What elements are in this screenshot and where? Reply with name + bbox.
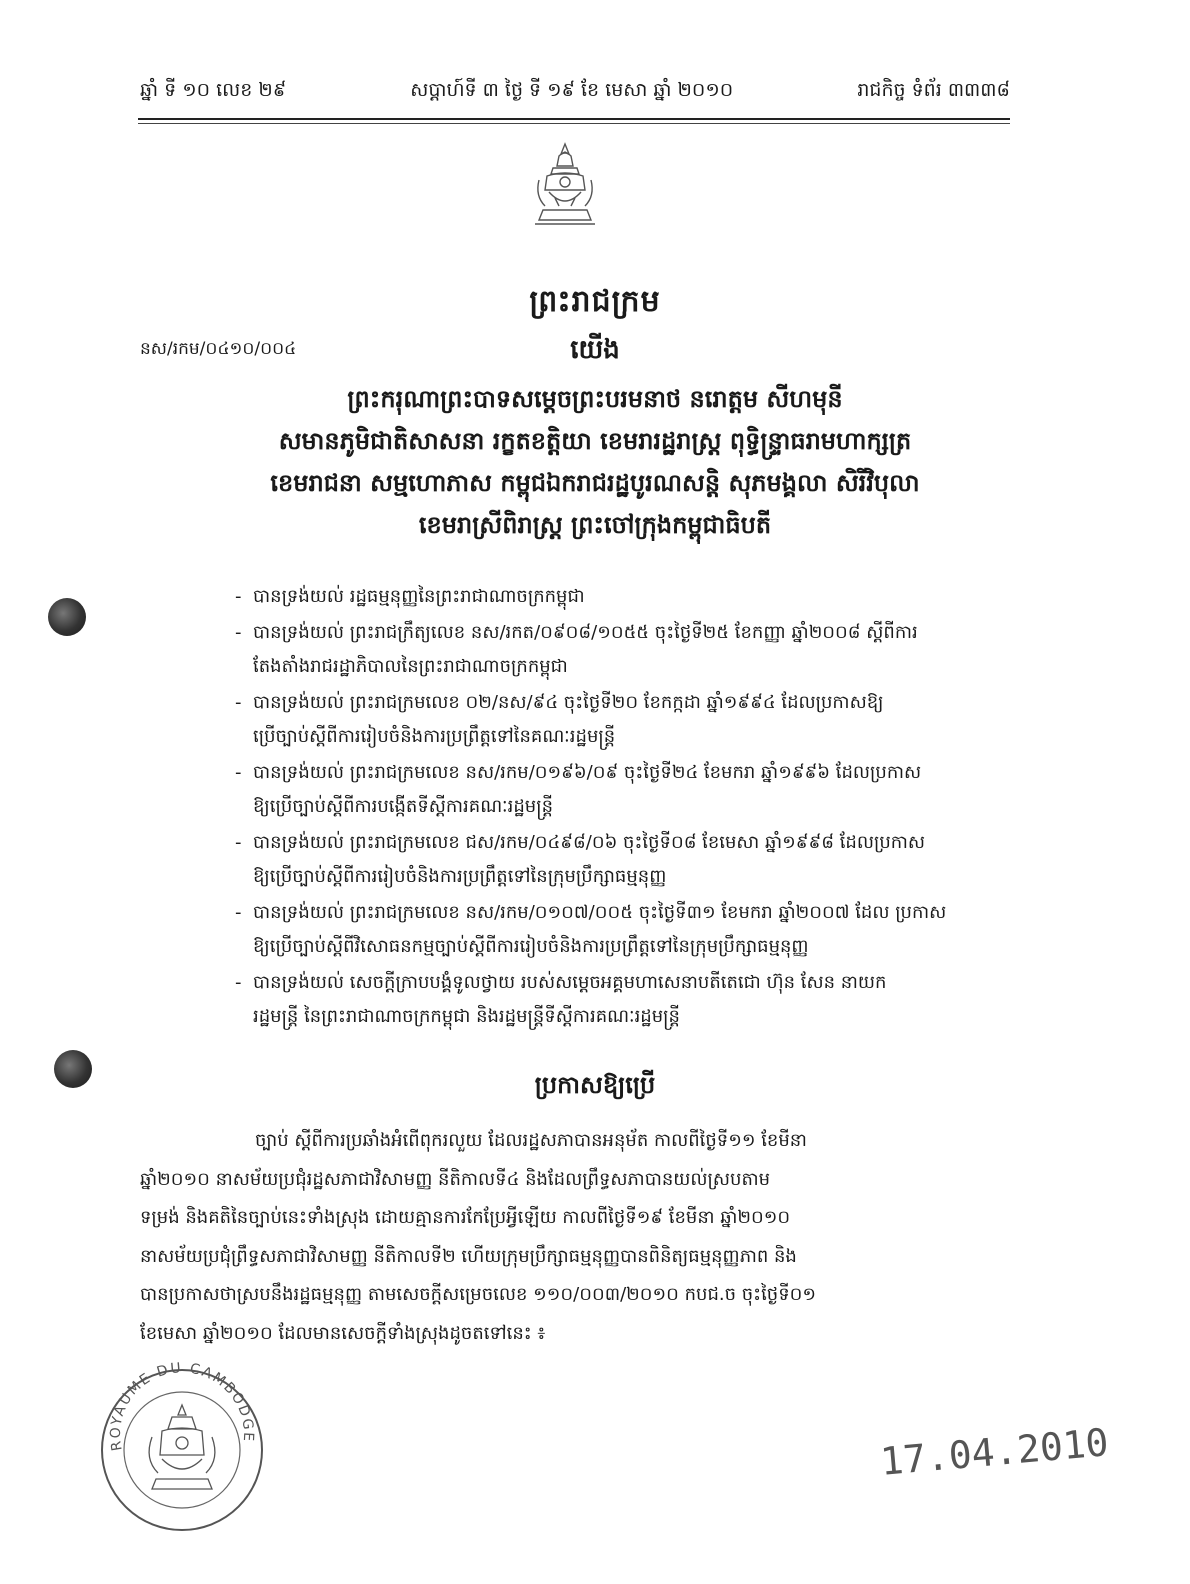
king-title-block [160,378,1030,546]
header-date: សប្តាហ៍ទី ៣ ថ្ងៃ ទី ១៩ ខែ មេសា ឆ្នាំ ២០១០ [410,79,734,101]
list-item-line: - បានទ្រង់យល់ សេចក្តីក្រាបបង្គំទូលថ្វាយ របស់សម្តេចអគ្គមហាសេនាបតីតេជោ ហ៊ុន សែន នាយក [253,972,887,993]
king-title-line: ខេមរាជនា សម្មហោភាស កម្ពុជឯករាជរដ្ឋបូរណសន្តិ សុភមង្គលា សិរីវិបុលា [270,469,920,497]
list-item-line: ប្រើច្បាប់ស្តីពីការរៀបចំនិងការប្រព្រឹត្តទៅនៃគណៈរដ្ឋមន្ត្រី [253,726,616,747]
list-item [235,686,975,754]
reference-number: នស/រកម/០៤១០/០០៤ [140,339,297,359]
promulgate-heading: ប្រកាសឱ្យប្រើ [534,1071,656,1099]
header-rule-thin [138,123,1010,124]
list-item-line: - បានទ្រង់យល់ ព្រះរាជក្រឹត្យលេខ នស/រកត/០៩០៨/១០៥៥ ចុះថ្ងៃទី២៥ ខែកញ្ញា ឆ្នាំ២០០៨ ស្តីពីការ [253,622,918,643]
list-item-line: - បានទ្រង់យល់ រដ្ឋធម្មនុញ្ញនៃព្រះរាជាណាចក្រកម្ពុជា [253,586,585,607]
list-item-line: តែងតាំងរាជរដ្ឋាភិបាលនៃព្រះរាជាណាចក្រកម្ពុជា [253,656,568,677]
king-title-line: ព្រះករុណាព្រះបាទសម្តេចព្រះបរមនាថ នរោត្តម សីហមុនី [347,385,843,413]
header-page: រាជកិច្ច ទំព័រ ៣៣៣៨ [857,79,1010,101]
we-heading: យើង [570,335,620,365]
body-line: នាសម័យប្រជុំព្រឹទ្ធសភាជាវិសាមញ្ញ នីតិកាលទី២ ហើយក្រុមប្រឹក្សាធម្មនុញ្ញបានពិនិត្យធម្មនុញ្ញភាព និង [140,1245,797,1267]
king-title-line: ខេមរាស្រីពិរាស្ត្រ ព្រះចៅក្រុងកម្ពុជាធិបតី [418,511,772,539]
gazette-header [140,70,1010,114]
list-item [235,826,975,894]
handwritten-date: 17.04.2010 [878,1420,1111,1484]
body-paragraph [140,1122,980,1353]
document-title: ព្រះរាជក្រម [529,284,661,319]
king-title-line: សមានភូមិជាតិសាសនា រក្ខតខត្តិយា ខេមរារដ្ឋរាស្ត្រ ពុទ្ធិន្ទ្រាធរាមហាក្សត្រ [278,427,912,455]
considerations-list [235,580,975,1036]
list-item [235,896,975,964]
body-line: ច្បាប់ ស្តីពីការប្រឆាំងអំពើពុករលួយ ដែលរដ្ឋសភាបានអនុម័ត កាលពីថ្ងៃទី១១ ខែមីនា [255,1130,807,1151]
list-item-line: - បានទ្រង់យល់ ព្រះរាជក្រមលេខ នស/រកម/០១៩៦/០៩ ចុះថ្ងៃទី២៤ ខែមករា ឆ្នាំ១៩៩៦ ដែលប្រកាស [253,762,922,783]
body-line: ខែមេសា ឆ្នាំ២០១០ ដែលមានសេចក្តីទាំងស្រុងដូចតទៅនេះ ៖ [140,1322,546,1344]
header-rule [138,118,1010,120]
list-item [235,756,975,824]
royal-emblem-icon [525,140,605,232]
seal-text: ROYAUME DU CAMBODGE [107,1360,257,1453]
list-item [235,966,975,1034]
list-item-line: ឱ្យប្រើច្បាប់ស្តីពីវិសោធនកម្មច្បាប់ស្តីពីការរៀបចំនិងការប្រព្រឹត្តទៅនៃក្រុមប្រឹក្សាធម្មនុញ្ញ [253,936,809,957]
list-item-line: - បានទ្រង់យល់ ព្រះរាជក្រមលេខ ជស/រកម/០៤៩៨/០៦ ចុះថ្ងៃទី០៨ ខែមេសា ឆ្នាំ១៩៩៨ ដែលប្រកាស [253,832,926,853]
list-item-line: ឱ្យប្រើច្បាប់ស្តីពីការបង្កើតទីស្តីការគណៈរដ្ឋមន្ត្រី [253,796,554,817]
body-line: ទម្រង់ និងគតិនៃច្បាប់នេះទាំងស្រុង ដោយគ្មានការកែប្រែអ្វីឡើយ កាលពីថ្ងៃទី១៩ ខែមីនា ឆ្នាំ២០១០ [140,1207,791,1228]
body-line: បានប្រកាសថាស្របនឹងរដ្ឋធម្មនុញ្ញ តាមសេចក្តីសម្រេចលេខ ១១០/០០៣/២០១០ កបជ.ច ចុះថ្ងៃទី០១ [140,1284,817,1305]
list-item-line: - បានទ្រង់យល់ ព្រះរាជក្រមលេខ នស/រកម/០១០៧/០០៥ ចុះថ្ងៃទី៣១ ខែមករា ឆ្នាំ២០០៧ ដែល ប្រកាស [253,902,947,923]
list-item [235,616,975,684]
list-item-line: - បានទ្រង់យល់ ព្រះរាជក្រមលេខ ០២/នស/៩៤ ចុះថ្ងៃទី២០ ខែកក្កដា ឆ្នាំ១៩៩៤ ដែលប្រកាសឱ្យ [253,692,884,713]
list-item-line: រដ្ឋមន្ត្រី នៃព្រះរាជាណាចក្រកម្ពុជា និងរដ្ឋមន្ត្រីទីស្តីការគណៈរដ្ឋមន្ត្រី [253,1006,680,1027]
punch-hole-icon [54,1050,92,1088]
list-item [235,580,975,614]
header-issue: ឆ្នាំ ទី ១០ លេខ ២៩ [140,79,287,101]
royal-seal-stamp [92,1355,272,1535]
list-item-line: ឱ្យប្រើច្បាប់ស្តីពីការរៀបចំនិងការប្រព្រឹត្តទៅនៃក្រុមប្រឹក្សាធម្មនុញ្ញ [253,866,667,887]
punch-hole-icon [48,598,86,636]
body-line: ឆ្នាំ២០១០ នាសម័យប្រជុំរដ្ឋសភាជាវិសាមញ្ញ នីតិកាលទី៤ និងដែលព្រឹទ្ធសភាបានយល់ស្របតាម [140,1168,771,1190]
